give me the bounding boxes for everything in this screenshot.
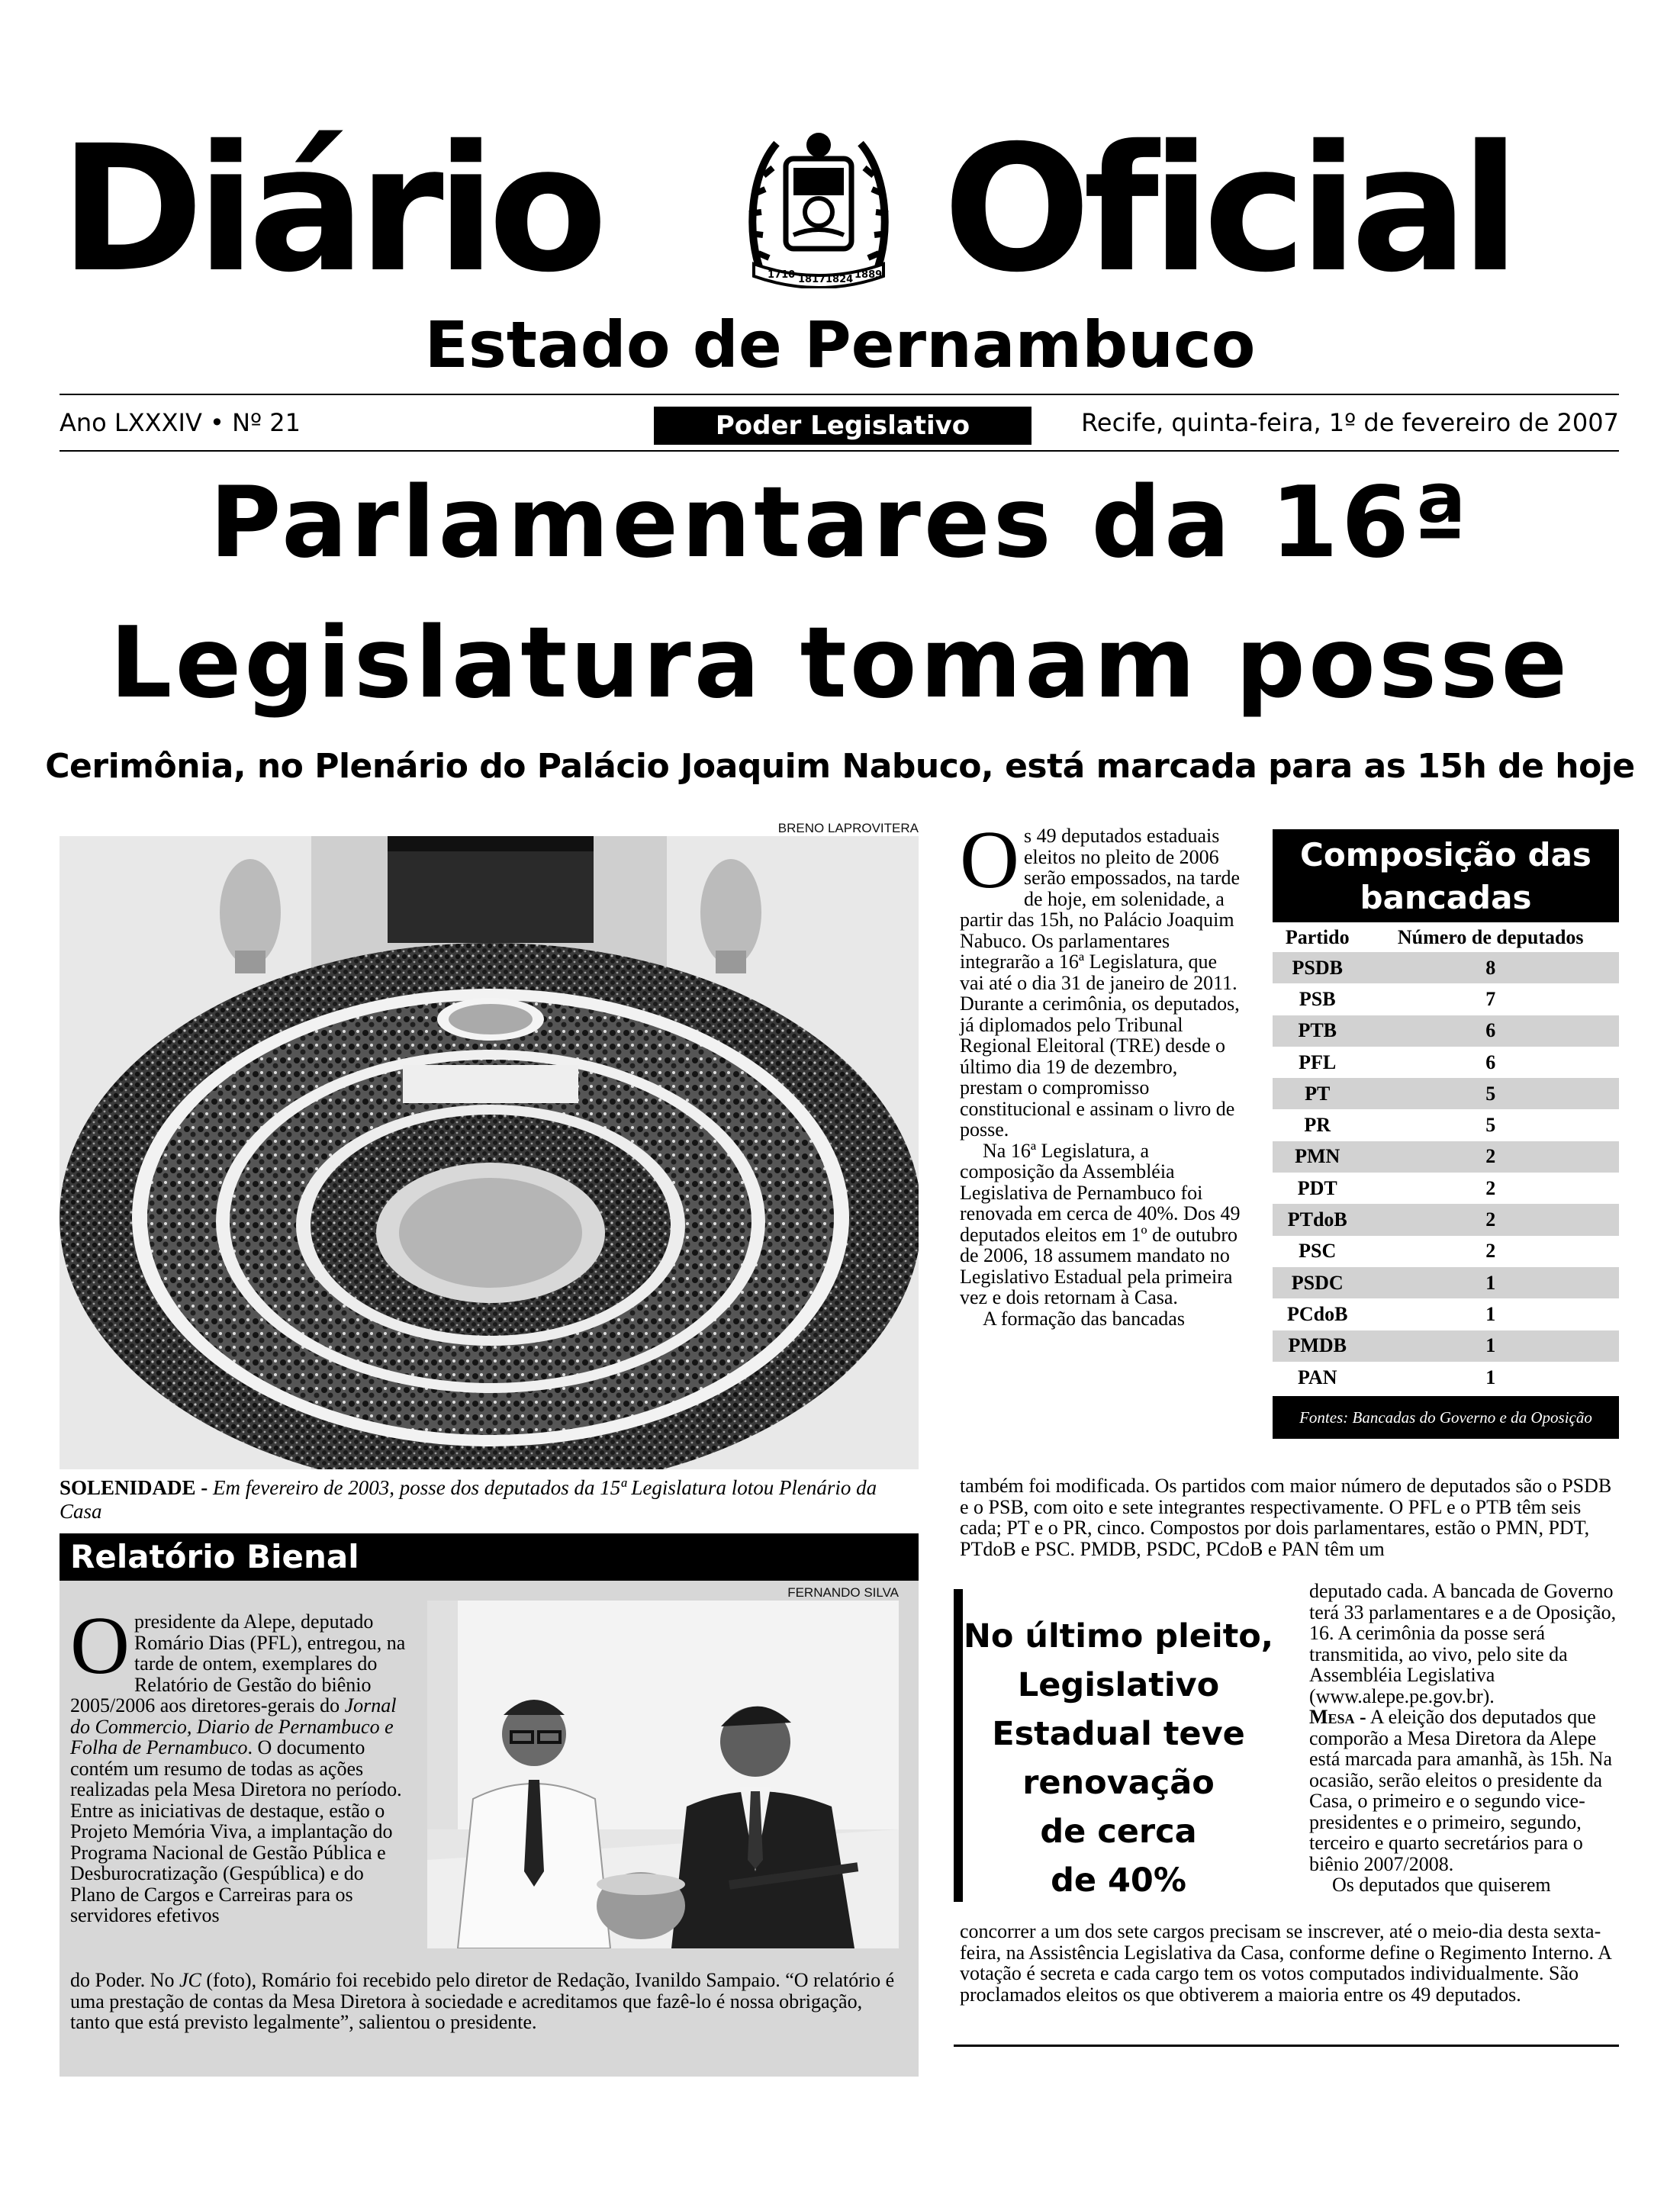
relatorio-story-column (70, 1601, 412, 1926)
table-row (1273, 1078, 1619, 1109)
table-row (1273, 1330, 1619, 1362)
relatorio-text-c2: (foto), Romário foi recebido pelo diretor de Redação, Ivanildo Sampaio. “O relatório é uma prestação de contas da Mesa Diretora à sociedade e acreditamos que fazê-lo é nossa obrigação, tanto que está previsto legalmente”, salientou o presidente. (70, 1969, 895, 2033)
lead-dropcap: O (960, 815, 1019, 906)
table-row (1273, 1047, 1619, 1078)
pull-quote-line: renovação (1022, 1764, 1215, 1802)
headline-deck: Cerimônia, no Plenário do Palácio Joaquim Nabuco, está marcada para as 15h de hoje (45, 747, 1635, 786)
right-paragraph-1: deputado cada. A bancada de Governo terá 33 parlamentares e a de Oposição, 16. A cerimônia da posse será transmitida, ao vivo, pelo site da Assembléia Legislativa (www.alepe.pe.gov.br). (1309, 1580, 1617, 1707)
table-row (1273, 952, 1619, 983)
section-label: Poder Legislativo (654, 407, 1031, 445)
party-cell: PSDB (1273, 952, 1362, 983)
relatorio-newspapers: Jornal do Commercio, Diario de Pernambuco e Folha de Pernambuco (70, 1694, 397, 1758)
count-cell: 1 (1362, 1267, 1619, 1298)
count-cell: 6 (1362, 1015, 1619, 1047)
party-cell: PFL (1273, 1047, 1362, 1078)
seal-year-1: 1710 (768, 269, 796, 281)
seal-year-3: 1824 (826, 274, 854, 285)
lead-paragraph-3: A formação das bancadas (983, 1307, 1185, 1330)
table-row (1273, 1236, 1619, 1267)
party-cell: PSDC (1273, 1267, 1362, 1298)
pull-quote-line: Estadual teve (992, 1715, 1245, 1753)
relatorio-jc: JC (179, 1969, 201, 1991)
party-cell: PT (1273, 1078, 1362, 1109)
table-row (1273, 983, 1619, 1015)
mesa-text: A eleição dos deputados que comporão a Mesa Diretora da Alepe está marcada para amanhã, às 15h. Na ocasião, serão eleitos o presidente da Casa, o primeiro e o segundo vice-presidentes e o primeiro, segundo, terceiro e quarto secretários para o biênio 2007/2008. (1309, 1706, 1613, 1875)
mesa-paragraph (1309, 1707, 1619, 1874)
pull-quote-line: de 40% (1051, 1861, 1186, 1900)
masthead-title-right: Oficial (943, 108, 1513, 310)
relatorio-text-a: presidente da Alepe, deputado Romário Dias (PFL), entregou, na tarde de ontem, exemplares do Relatório de Gestão do biênio 2005/2006 aos diretores-gerais do (70, 1610, 406, 1716)
party-table-title-line-2: bancadas (1360, 879, 1532, 916)
relatorio-dropcap: O (70, 1601, 130, 1691)
table-row (1273, 1298, 1619, 1330)
count-cell: 7 (1362, 983, 1619, 1015)
count-cell: 2 (1362, 1173, 1619, 1204)
party-cell: PTB (1273, 1015, 1362, 1047)
lead-photo-caption (60, 1476, 919, 1523)
party-cell: PCdoB (1273, 1298, 1362, 1330)
headline-line-2: Legislatura tomam posse (109, 606, 1571, 720)
table-row (1273, 1015, 1619, 1047)
count-cell: 2 (1362, 1236, 1619, 1267)
party-cell: PTdoB (1273, 1204, 1362, 1235)
right-paragraph-2: Os deputados que quiserem (1332, 1874, 1551, 1896)
pull-quote-line: Legislativo (1017, 1666, 1220, 1704)
count-cell: 1 (1362, 1298, 1619, 1330)
table-row (1273, 1267, 1619, 1298)
relatorio-photo-credit: FERNANDO SILVA (787, 1585, 899, 1600)
party-cell: PMDB (1273, 1330, 1362, 1362)
seal-year-2: 1817 (798, 274, 826, 285)
caption-text: Em fevereiro de 2003, posse dos deputados da 15ª Legislatura lotou Plenário da Casa (60, 1476, 877, 1523)
masthead-title-left: Diário (60, 108, 600, 310)
meeting-photo (427, 1601, 899, 1948)
masthead-bottom-rule (60, 450, 1619, 452)
issue-number: Ano LXXXIV • Nº 21 (60, 408, 301, 437)
party-cell: PR (1273, 1109, 1362, 1141)
masthead-top-rule (60, 394, 1619, 395)
relatorio-heading: Relatório Bienal (60, 1533, 919, 1581)
right-story-column (1309, 1581, 1619, 1896)
count-cell: 1 (1362, 1330, 1619, 1362)
story-bottom-rule (954, 2045, 1619, 2047)
masthead-subtitle: Estado de Pernambuco (424, 307, 1256, 382)
headline-line-1: Parlamentares da 16ª (209, 466, 1471, 580)
party-cell: PSC (1273, 1236, 1362, 1267)
table-row (1273, 1204, 1619, 1235)
party-table (1273, 923, 1619, 1393)
count-cell: 1 (1362, 1362, 1619, 1393)
count-cell: 5 (1362, 1109, 1619, 1141)
lead-paragraph-3-continued: também foi modificada. Os partidos com maior número de deputados são o PSDB e o PSB, com oito e sete integrantes respectivamente. O PFL e o PTB têm seis cada; PT e o PR, cinco. Compostos por dois parlamentares, estão o PMN, PDT, PTdoB e PSC. PMDB, PSDC, PCdoB e PAN têm um (960, 1475, 1612, 1560)
party-table-title-line-1: Composição das (1300, 836, 1591, 874)
pull-quote-line: No último pleito, (963, 1617, 1274, 1655)
mesa-label: Mesa - (1309, 1706, 1366, 1728)
count-cell: 8 (1362, 952, 1619, 983)
caption-label: SOLENIDADE - (60, 1476, 214, 1499)
plenary-photo (60, 836, 919, 1469)
table-row (1273, 1362, 1619, 1393)
count-cell: 2 (1362, 1204, 1619, 1235)
party-table-source: Fontes: Bancadas do Governo e da Oposição (1273, 1396, 1619, 1439)
final-paragraph: concorrer a um dos sete cargos precisam se inscrever, até o meio-dia desta sexta-feira, na Assistência Legislativa da Casa, conforme define o Regimento Interno. A votação é secreta e cada cargo tem os votos computados individualmente. São proclamados eleitos os que obtiverem a maioria entre os 49 deputados. (960, 1920, 1611, 2006)
count-cell: 6 (1362, 1047, 1619, 1078)
table-row (1273, 1109, 1619, 1141)
state-seal-icon (746, 128, 891, 288)
party-cell: PAN (1273, 1362, 1362, 1393)
pull-quote (954, 1589, 1274, 1902)
count-column-header: Número de deputados (1397, 926, 1584, 948)
pull-quote-line: de cerca (1040, 1813, 1197, 1851)
lead-paragraph-2: Na 16ª Legislatura, a composição da Assembléia Legislativa de Pernambuco foi renovada em cerca de 40%. Dos 49 deputados eleitos em 1º de outubro de 2006, 18 assumem mandato no Legislativo Estadual pela primeira vez e dois retornam à Casa. (960, 1139, 1241, 1308)
party-column-header: Partido (1285, 926, 1350, 948)
count-cell: 2 (1362, 1141, 1619, 1173)
lead-story-column (960, 815, 1242, 1330)
lead-paragraph-1: s 49 deputados estaduais eleitos no pleito de 2006 serão empossados, na tarde de hoje, em solenidade, a partir das 15h, no Palácio Joaquim Nabuco. Os parlamentares integrarão a 16ª Legislatura, que vai até o dia 31 de janeiro de 2011. Durante a cerimônia, os deputados, já diplomados pelo Tribunal Regional Eleitoral (TRE) desde o último dia 19 de dezembro, prestam o compromisso constitucional e assinam o livro de posse. (960, 825, 1241, 1141)
seal-year-4: 1889 (854, 269, 883, 281)
count-cell: 5 (1362, 1078, 1619, 1109)
relatorio-text-b: . O documento contém um resumo de todas as ações realizadas pela Mesa Diretora no período. Entre as iniciativas de destaque, estão o Projeto Memória Viva, a implantação do Programa Nacional de Gestão Pública e Desburocratização (Gespública) e do Plano de Cargos e Carreiras para os servidores efetivos (70, 1736, 402, 1926)
table-row (1273, 1173, 1619, 1204)
party-table-title (1273, 829, 1619, 922)
party-cell: PSB (1273, 983, 1362, 1015)
dateline: Recife, quinta-feira, 1º de fevereiro de 2007 (1081, 408, 1619, 437)
party-cell: PMN (1273, 1141, 1362, 1173)
relatorio-text-c1: do Poder. No (70, 1969, 179, 1991)
party-cell: PDT (1273, 1173, 1362, 1204)
relatorio-text-continued (70, 1970, 902, 2033)
table-row (1273, 1141, 1619, 1173)
lead-photo-credit: BRENO LAPROVITERA (777, 821, 919, 835)
